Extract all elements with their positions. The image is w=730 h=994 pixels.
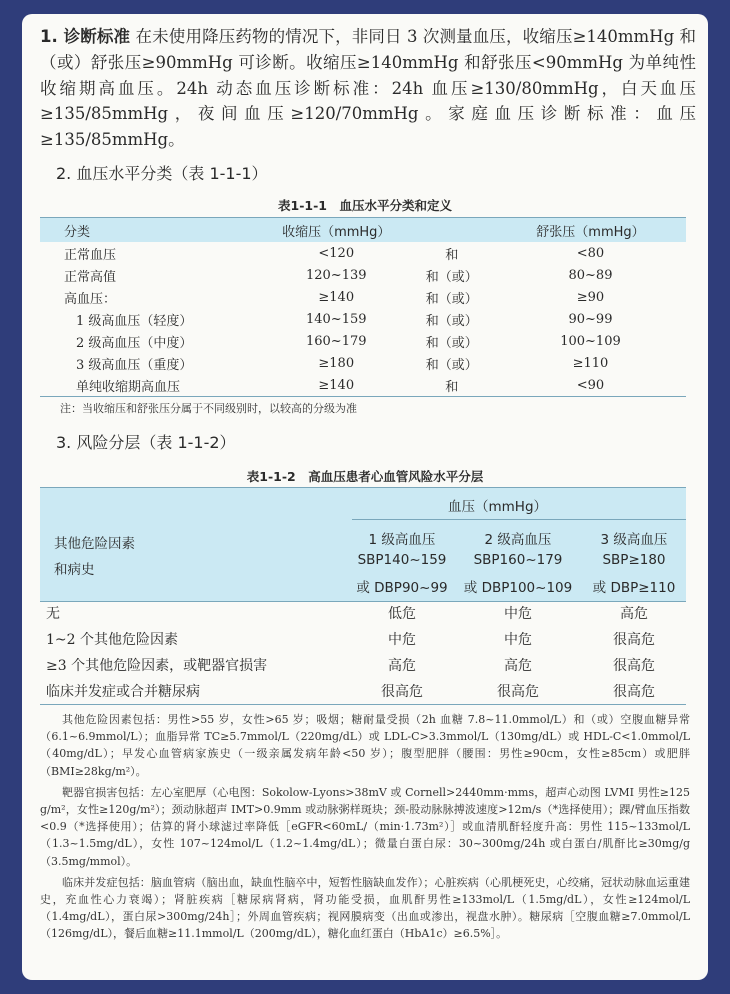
grade2-sbp: SBP160~179 — [473, 552, 563, 568]
table-cell: <120 — [318, 245, 355, 261]
table-cell: 160~179 — [305, 333, 367, 349]
row-header-line1: 其他危险因素 — [54, 536, 135, 552]
table-row — [40, 600, 686, 626]
table1-caption: 表1-1-1 血压水平分类和定义 — [278, 198, 452, 213]
table-cell: 2 级高血压（中度） — [76, 335, 193, 351]
risk-level: 很高危 — [497, 684, 539, 700]
table-cell: ≥140 — [318, 289, 355, 305]
risk-level: 很高危 — [613, 658, 655, 674]
table-row — [40, 626, 686, 652]
table-cell: 和 — [445, 247, 459, 263]
grade2-name: 2 级高血压 — [484, 532, 552, 548]
table-row — [40, 264, 686, 286]
table-row — [40, 652, 686, 678]
risk-table-header — [40, 487, 686, 602]
diagnosis-paragraph — [40, 24, 696, 153]
risk-level: 中危 — [504, 632, 532, 648]
row-header-line2: 和病史 — [54, 562, 95, 578]
table-cell: 和（或） — [425, 357, 478, 373]
table-row — [40, 330, 686, 352]
table-row — [40, 374, 686, 397]
grade1-dbp: 或 DBP90~99 — [356, 580, 448, 596]
table1-header-dbp: 舒张压（mmHg） — [495, 218, 686, 243]
table-cell: 和（或） — [425, 313, 478, 329]
table-row — [40, 678, 686, 705]
table-cell: 90~99 — [568, 311, 613, 327]
grade2-dbp: 或 DBP100~109 — [463, 580, 573, 596]
table-cell: <80 — [576, 245, 605, 261]
table-cell: ≥110 — [572, 355, 609, 371]
bp-classification-table — [40, 217, 686, 397]
table-cell: 和 — [408, 374, 494, 397]
table1-note: 注：当收缩压和舒张压分属于不同级别时，以较高的分级为准 — [60, 402, 357, 415]
risk-level: 中危 — [504, 606, 532, 622]
table2-caption: 表1-1-2 高血压患者心血管风险水平分层 — [246, 469, 484, 484]
table1-header-sbp: 收缩压（mmHg） — [264, 218, 408, 243]
grade1-sbp: SBP140~159 — [357, 552, 447, 568]
footnote-complications: 临床并发症包括：脑血管病（脑出血，缺血性脑卒中，短暂性脑缺血发作）；心脏疾病（心肌梗死史，心绞痛，冠状动脉血运重建史，充血性心力衰竭）；肾脏疾病［糖尿病肾病，肾功能受损，血肌酐男性≥133mol/L（1.5mg/dL），女性≥124mol/L（1.4mg/dL），蛋白尿>300mg/24h］；外周血管疾病；视网膜病变（出血或渗出，视盘水肿）。糖尿病［空腹血糖≥7.0mmol/L（126mg/dL），餐后血糖≥11.1mmol/L（200mg/dL），糖化血红蛋白（HbA1c）≥6.5%］。 — [40, 875, 690, 941]
table-cell: 3 级高血压（重度） — [76, 357, 193, 373]
table-cell: 单纯收缩期高血压 — [40, 374, 264, 397]
footnote-target-organ: 靶器官损害包括：左心室肥厚（心电图：Sokolow-Lyons>38mV 或 Cornell>2440mm·mms，超声心动图 LVMI 男性≥125 g/m²，女性≥120g/m²）；颈动脉超声 IMT>0.9mm 或动脉粥样斑块；颈-股动脉脉搏波速度>12m/s（*选择使用）；踝/臂血压指数<0.9（*选择使用）；估算的肾小球滤过率降低［eGFR<60mL/（min·1.73m²）］或血清肌酐轻度升高：男性 115~133mol/L（1.3~1.5mg/dL），女性 107~124mol/L（1.2~1.4mg/dL）；微量白蛋白尿：30~300mg/24h 或白蛋白/肌酐比≥30mg/g（3.5mg/mmol）。 — [40, 785, 690, 868]
table-cell: 140~159 — [305, 311, 367, 327]
table-cell: 和（或） — [425, 335, 478, 351]
grade1-name: 1 级高血压 — [368, 532, 436, 548]
table-cell: 100~109 — [560, 333, 621, 349]
table-cell: ≥90 — [576, 289, 605, 305]
risk-level: 高危 — [504, 658, 532, 674]
risk-level: 很高危 — [613, 632, 655, 648]
grade3-dbp: 或 DBP≥110 — [592, 580, 676, 596]
risk-factor-label: 1~2 个其他危险因素 — [46, 632, 178, 648]
risk-level: 高危 — [620, 606, 648, 622]
table-row — [40, 352, 686, 374]
table-cell: 1 级高血压（轻度） — [76, 313, 193, 329]
table2-footnotes — [40, 711, 690, 947]
table-cell: 80~89 — [568, 267, 613, 283]
risk-level: 高危 — [388, 658, 416, 674]
header-divider — [352, 519, 686, 520]
table-cell: ≥140 — [264, 374, 408, 397]
table-row — [40, 308, 686, 330]
grade3-sbp: SBP≥180 — [602, 552, 666, 568]
table-cell: <90 — [495, 374, 686, 397]
section1-lead: 1. 诊断标准 — [40, 27, 131, 46]
table-cell: 正常高值 — [64, 269, 117, 285]
section2-heading: 2. 血压水平分类（表 1-1-1） — [56, 164, 268, 183]
book-page — [22, 14, 708, 980]
risk-level: 很高危 — [613, 684, 655, 700]
table-row — [40, 286, 686, 308]
table-cell: 高血压： — [64, 291, 117, 307]
risk-factor-label: ≥3 个其他危险因素，或靶器官损害 — [46, 658, 268, 674]
table1-header-blank — [408, 218, 494, 243]
table-cell: 和（或） — [425, 269, 478, 285]
table-cell: 和（或） — [425, 291, 478, 307]
risk-factor-label: 临床并发症或合并糖尿病 — [46, 684, 200, 700]
bp-group-label: 血压（mmHg） — [448, 499, 548, 515]
table1-header-category: 分类 — [40, 218, 264, 243]
risk-factor-label: 无 — [46, 606, 60, 622]
table-cell: ≥180 — [318, 355, 355, 371]
table-cell: 120~139 — [305, 267, 367, 283]
risk-level: 中危 — [388, 632, 416, 648]
table-row — [40, 242, 686, 264]
footnote-risk-factors: 其他危险因素包括：男性>55 岁，女性>65 岁；吸烟；糖耐量受损（2h 血糖 7.8~11.0mmol/L）和（或）空腹血糖异常（6.1~6.9mmol/L）；血脂异常 TC≥5.7mmol/L（220mg/dL）或 LDL-C>3.3mmol/L（130mg/dL）或 HDL-C<1.0mmol/L（40mg/dL）；早发心血管病家族史（一级亲属发病年龄<50 岁）；腹型肥胖（腰围：男性≥90cm，女性≥85cm）或肥胖（BMI≥28kg/m²）。 — [40, 713, 690, 778]
table-cell: 正常血压 — [64, 247, 117, 263]
section1-text: 在未使用降压药物的情况下，非同日 3 次测量血压，收缩压≥140mmHg 和（或）舒张压≥90mmHg 可诊断。收缩压≥140mmHg 和舒张压<90mmHg 为单纯性收缩期高血压。24h 动态血压诊断标准：24h 血压≥130/80mmHg，白天血压≥135/85mmHg，夜间血压≥120/70mmHg。家庭血压诊断标准：血压≥135/85mmHg。 — [40, 27, 697, 150]
risk-level: 很高危 — [381, 684, 423, 700]
section3-heading: 3. 风险分层（表 1-1-2） — [56, 433, 236, 452]
grade3-name: 3 级高血压 — [600, 532, 668, 548]
risk-level: 低危 — [388, 606, 416, 622]
